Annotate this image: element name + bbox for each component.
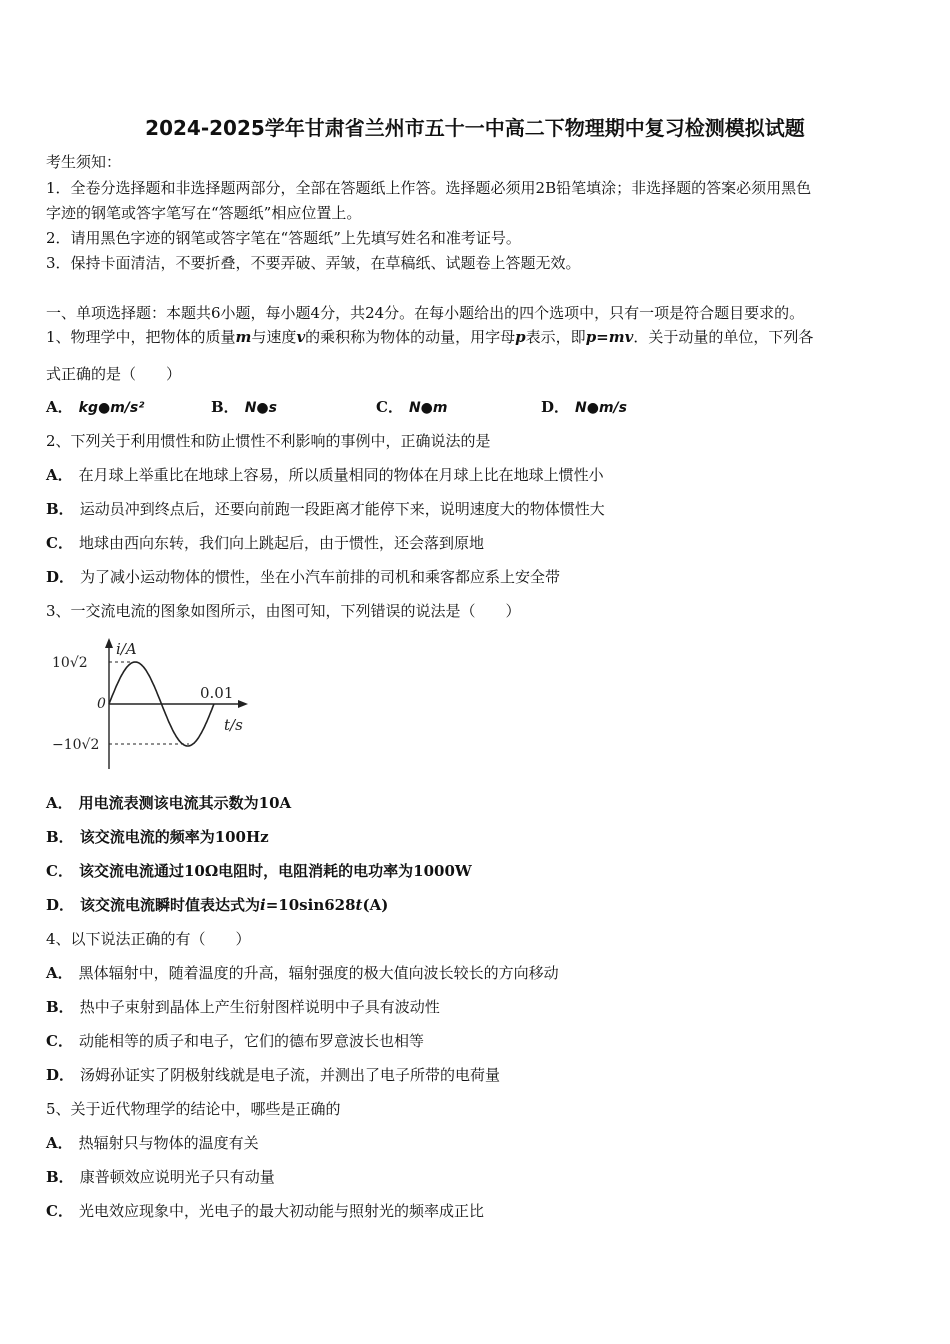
q3-option-c[interactable] (46, 861, 472, 881)
q5-option-b[interactable] (46, 1167, 275, 1187)
ac-current-graph (52, 634, 262, 774)
q1-option-a[interactable] (46, 397, 144, 418)
notice-heading: 考生须知： (46, 153, 122, 171)
option-text: 该交流电流通过10Ω电阻时，电阻消耗的电功率为1000W (78, 862, 472, 880)
option-value: N●s (244, 400, 277, 416)
formula-end: (A) (362, 896, 389, 914)
option-value: kg●m/s² (78, 400, 145, 416)
option-text: 为了减小运动物体的惯性，坐在小汽车前排的司机和乘客都应系上安全带 (80, 568, 561, 586)
notice-item: 1．全卷分选择题和非选择题两部分，全部在答题纸上作答。选择题必须用2B铅笔填涂；非选择题的答案必须用黑色 (46, 179, 812, 197)
option-text: 光电效应现象中，光电子的最大初动能与照射光的频率成正比 (78, 1202, 484, 1220)
option-label: B． (46, 500, 74, 518)
q1-formula: p=mv (585, 328, 634, 346)
q2-option-c[interactable] (46, 533, 484, 553)
option-text: 该交流电流瞬时值表达式为 (80, 896, 261, 914)
question-5-stem: 5、关于近代物理学的结论中，哪些是正确的 (46, 1100, 341, 1118)
question-4-stem: 4、以下说法正确的有（ ） (46, 930, 251, 948)
option-text: 在月球上举重比在地球上容易，所以质量相同的物体在月球上比在地球上惯性小 (78, 466, 604, 484)
option-label: B． (211, 398, 239, 416)
q1-option-b[interactable] (211, 397, 277, 418)
option-label: A． (46, 964, 73, 982)
option-label: D． (46, 896, 75, 914)
option-label: D． (541, 398, 570, 416)
option-text: 地球由西向东转，我们向上跳起后，由于惯性，还会落到原地 (78, 534, 484, 552)
option-label: D． (46, 568, 75, 586)
formula-mid: =10sin628 (265, 896, 356, 914)
formula-t: t (355, 896, 363, 914)
option-label: A． (46, 466, 73, 484)
q2-option-b[interactable] (46, 499, 605, 519)
q3-option-a[interactable] (46, 793, 291, 813)
y-axis-label: i/A (116, 640, 137, 658)
q3-option-b[interactable] (46, 827, 269, 847)
option-text: 汤姆孙证实了阴极射线就是电子流，并测出了电子所带的电荷量 (80, 1066, 501, 1084)
q1-symbol-v: v (296, 328, 306, 346)
option-text: 康普顿效应说明光子只有动量 (79, 1168, 275, 1186)
option-label: B． (46, 1168, 74, 1186)
question-3-stem: 3、一交流电流的图象如图所示，由图可知，下列错误的说法是（ ） (46, 602, 521, 620)
option-text: 该交流电流的频率为100Hz (79, 828, 269, 846)
y-axis-arrow (105, 638, 113, 648)
notice-item: 3．保持卡面清洁，不要折叠，不要弄破、弄皱，在草稿纸、试题卷上答题无效。 (46, 254, 581, 272)
x-axis-arrow (238, 700, 248, 708)
option-label: C． (46, 1032, 73, 1050)
q1-option-c[interactable] (376, 397, 447, 418)
option-label: A． (46, 794, 73, 812)
q1-option-d[interactable] (541, 397, 627, 418)
option-text: 用电流表测该电流其示数为10A (78, 794, 292, 812)
q4-option-d[interactable] (46, 1065, 500, 1085)
q4-option-b[interactable] (46, 997, 440, 1017)
question-1-stem (46, 327, 813, 347)
q5-option-c[interactable] (46, 1201, 484, 1221)
option-text: 热中子束射到晶体上产生衍射图样说明中子具有波动性 (79, 998, 440, 1016)
notice-item: 字迹的钢笔或答字笔写在“答题纸”相应位置上。 (46, 204, 362, 222)
origin-label: 0 (97, 696, 106, 712)
page-title: 2024-2025学年甘肃省兰州市五十一中高二下物理期中复习检测模拟试题 (145, 116, 805, 140)
q1-stem-text: 的乘积称为物体的动量，用字母 (305, 328, 516, 346)
period-label: 0.01 (200, 684, 234, 702)
option-label: D． (46, 1066, 75, 1084)
option-value: N●m (408, 400, 448, 416)
x-axis-label: t/s (224, 716, 243, 734)
trough-label: −10√2 (52, 737, 100, 753)
q1-stem-text: ．关于动量的单位，下列各 (633, 328, 814, 346)
question-1-options (46, 397, 926, 417)
formula-i: i (260, 896, 266, 914)
q4-option-c[interactable] (46, 1031, 424, 1051)
question-2-stem: 2、下列关于利用惯性和防止惯性不利影响的事例中，正确说法的是 (46, 432, 491, 450)
option-label: A． (46, 1134, 73, 1152)
q1-stem-text: 表示，即 (525, 328, 586, 346)
option-label: C． (376, 398, 403, 416)
option-label: C． (46, 862, 73, 880)
q1-stem-text: 1、物理学中，把物体的质量 (46, 328, 236, 346)
q5-option-a[interactable] (46, 1133, 259, 1153)
option-text: 动能相等的质子和电子，它们的德布罗意波长也相等 (78, 1032, 424, 1050)
option-label: C． (46, 534, 73, 552)
option-label: B． (46, 998, 74, 1016)
q1-stem-text: 与速度 (251, 328, 297, 346)
option-text: 黑体辐射中，随着温度的升高，辐射强度的极大值向波长较长的方向移动 (78, 964, 559, 982)
option-label: C． (46, 1202, 73, 1220)
notice-item: 2．请用黑色字迹的钢笔或答字笔在“答题纸”上先填写姓名和准考证号。 (46, 229, 521, 247)
q2-option-a[interactable] (46, 465, 604, 485)
peak-label: 10√2 (52, 655, 88, 671)
option-value: N●m/s (575, 400, 627, 416)
q3-option-d[interactable] (46, 895, 388, 915)
q4-option-a[interactable] (46, 963, 559, 983)
question-1-stem-line2: 式正确的是（ ） (46, 365, 182, 383)
option-text: 热辐射只与物体的温度有关 (78, 1134, 259, 1152)
option-label: A． (46, 398, 73, 416)
q1-symbol-p: p (515, 328, 526, 346)
section-heading: 一、单项选择题：本题共6小题，每小题4分，共24分。在每小题给出的四个选项中，只有一项是符合题目要求的。 (46, 304, 805, 322)
q2-option-d[interactable] (46, 567, 560, 587)
option-label: B． (46, 828, 74, 846)
q1-symbol-m: m (235, 328, 252, 346)
option-text: 运动员冲到终点后，还要向前跑一段距离才能停下来，说明速度大的物体惯性大 (79, 500, 605, 518)
